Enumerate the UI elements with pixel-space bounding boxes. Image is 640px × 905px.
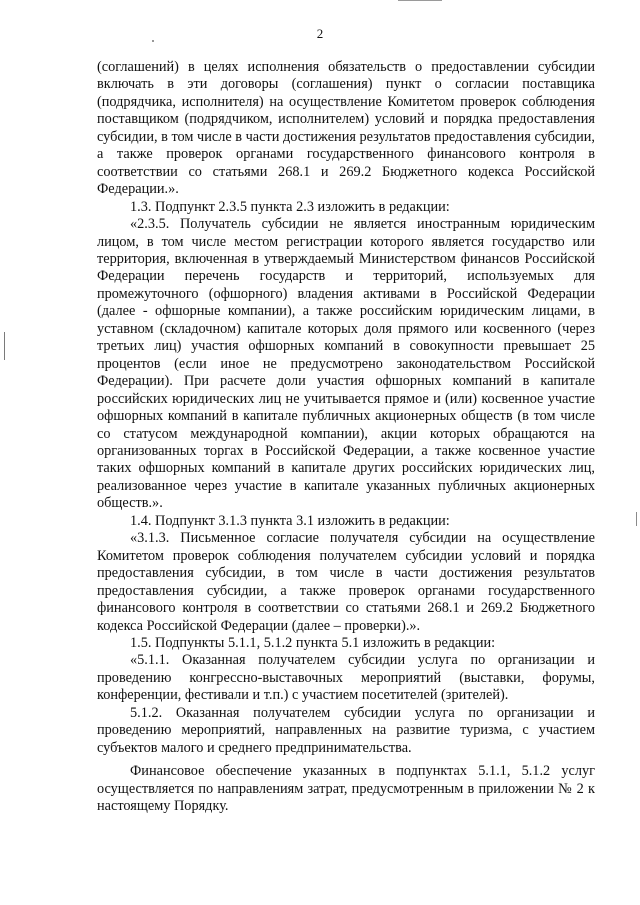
paragraph-4: 1.4. Подпункт 3.1.3 пункта 3.1 изложить в редакции: [130, 512, 450, 529]
page-number: 2 [316, 26, 324, 41]
paragraph-8: 5.1.2. Оказанная получателем субсидии услуга по организации и проведению мероприятий, направленных на развитие туризма, с участием субъектов малого и среднего предпринимательства. [97, 704, 595, 756]
scan-mark-top [398, 0, 442, 1]
paragraph-2: 1.3. Подпункт 2.3.5 пункта 2.3 изложить в редакции: [130, 198, 450, 215]
scan-mark-left [4, 332, 5, 360]
paragraph-7: «5.1.1. Оказанная получателем субсидии услуга по организации и проведению конгрессно-выставочных мероприятий (выставки, форумы, конференции, фестивали и т.п.) с участием посетителей (зрителей). [97, 652, 595, 704]
document-body [97, 59, 595, 815]
paragraph-3: «2.3.5. Получатель субсидии не является иностранным юридическим лицом, в том числе местом регистрации которого является государство или территория, включенная в утверждаемый Министерством финансов Российской Федерации перечень государств и территорий, используемых для промежуточного (офшорного) владения активами в Российской Федерации (далее - офшорные компании), а также российским юридическим лицами, в уставном (складочном) капитале которых доля прямого или косвенного (через третьих лиц) участия офшорных компаний в совокупности превышает 25 процентов (если иное не предусмотрено законодательством Российской Федерации). При расчете доли участия офшорных компаний в капитале российских юридических лиц не учитывается прямое и (или) косвенное участие офшорных компаний в капитале публичных акционерных обществ (в том числе со статусом международной компании), акции которых обращаются на организованных торгах в Российской Федерации, а также косвенное участие таких офшорных компаний в капитале других российских юридических лиц, реализованное через участие в капитале указанных публичных акционерных обществ.». [97, 216, 595, 512]
paragraph-6: 1.5. Подпункты 5.1.1, 5.1.2 пункта 5.1 изложить в редакции: [130, 634, 496, 651]
paragraph-1: (соглашений) в целях исполнения обязательств о предоставлении субсидии включать в эти договоры (соглашения) пункт о согласии поставщика (подрядчика, исполнителя) на осуществление Комитетом проверок соблюдения поставщиком (подрядчиком, исполнителем) условий и порядка предоставления субсидии, в том числе в части достижения результатов предоставления субсидии, а также проверок органами государственного финансового контроля в соответствии со статьями 268.1 и 269.2 Бюджетного кодекса Российской Федерации.». [97, 59, 595, 198]
scan-mark-right [636, 512, 637, 526]
paragraph-5: «3.1.3. Письменное согласие получателя субсидии на осуществление Комитетом проверок соблюдения получателем субсидии условий и порядка предоставления субсидии, в том числе в части достижения результатов предоставления субсидии, а также проверок органами государственного финансового контроля в соответствии со статьями 268.1 и 269.2 Бюджетного кодекса Российской Федерации (далее – проверки).». [97, 530, 595, 634]
paragraph-9: Финансовое обеспечение указанных в подпунктах 5.1.1, 5.1.2 услуг осуществляется по направлениям затрат, предусмотренным в приложении № 2 к настоящему Порядку. [97, 763, 595, 815]
